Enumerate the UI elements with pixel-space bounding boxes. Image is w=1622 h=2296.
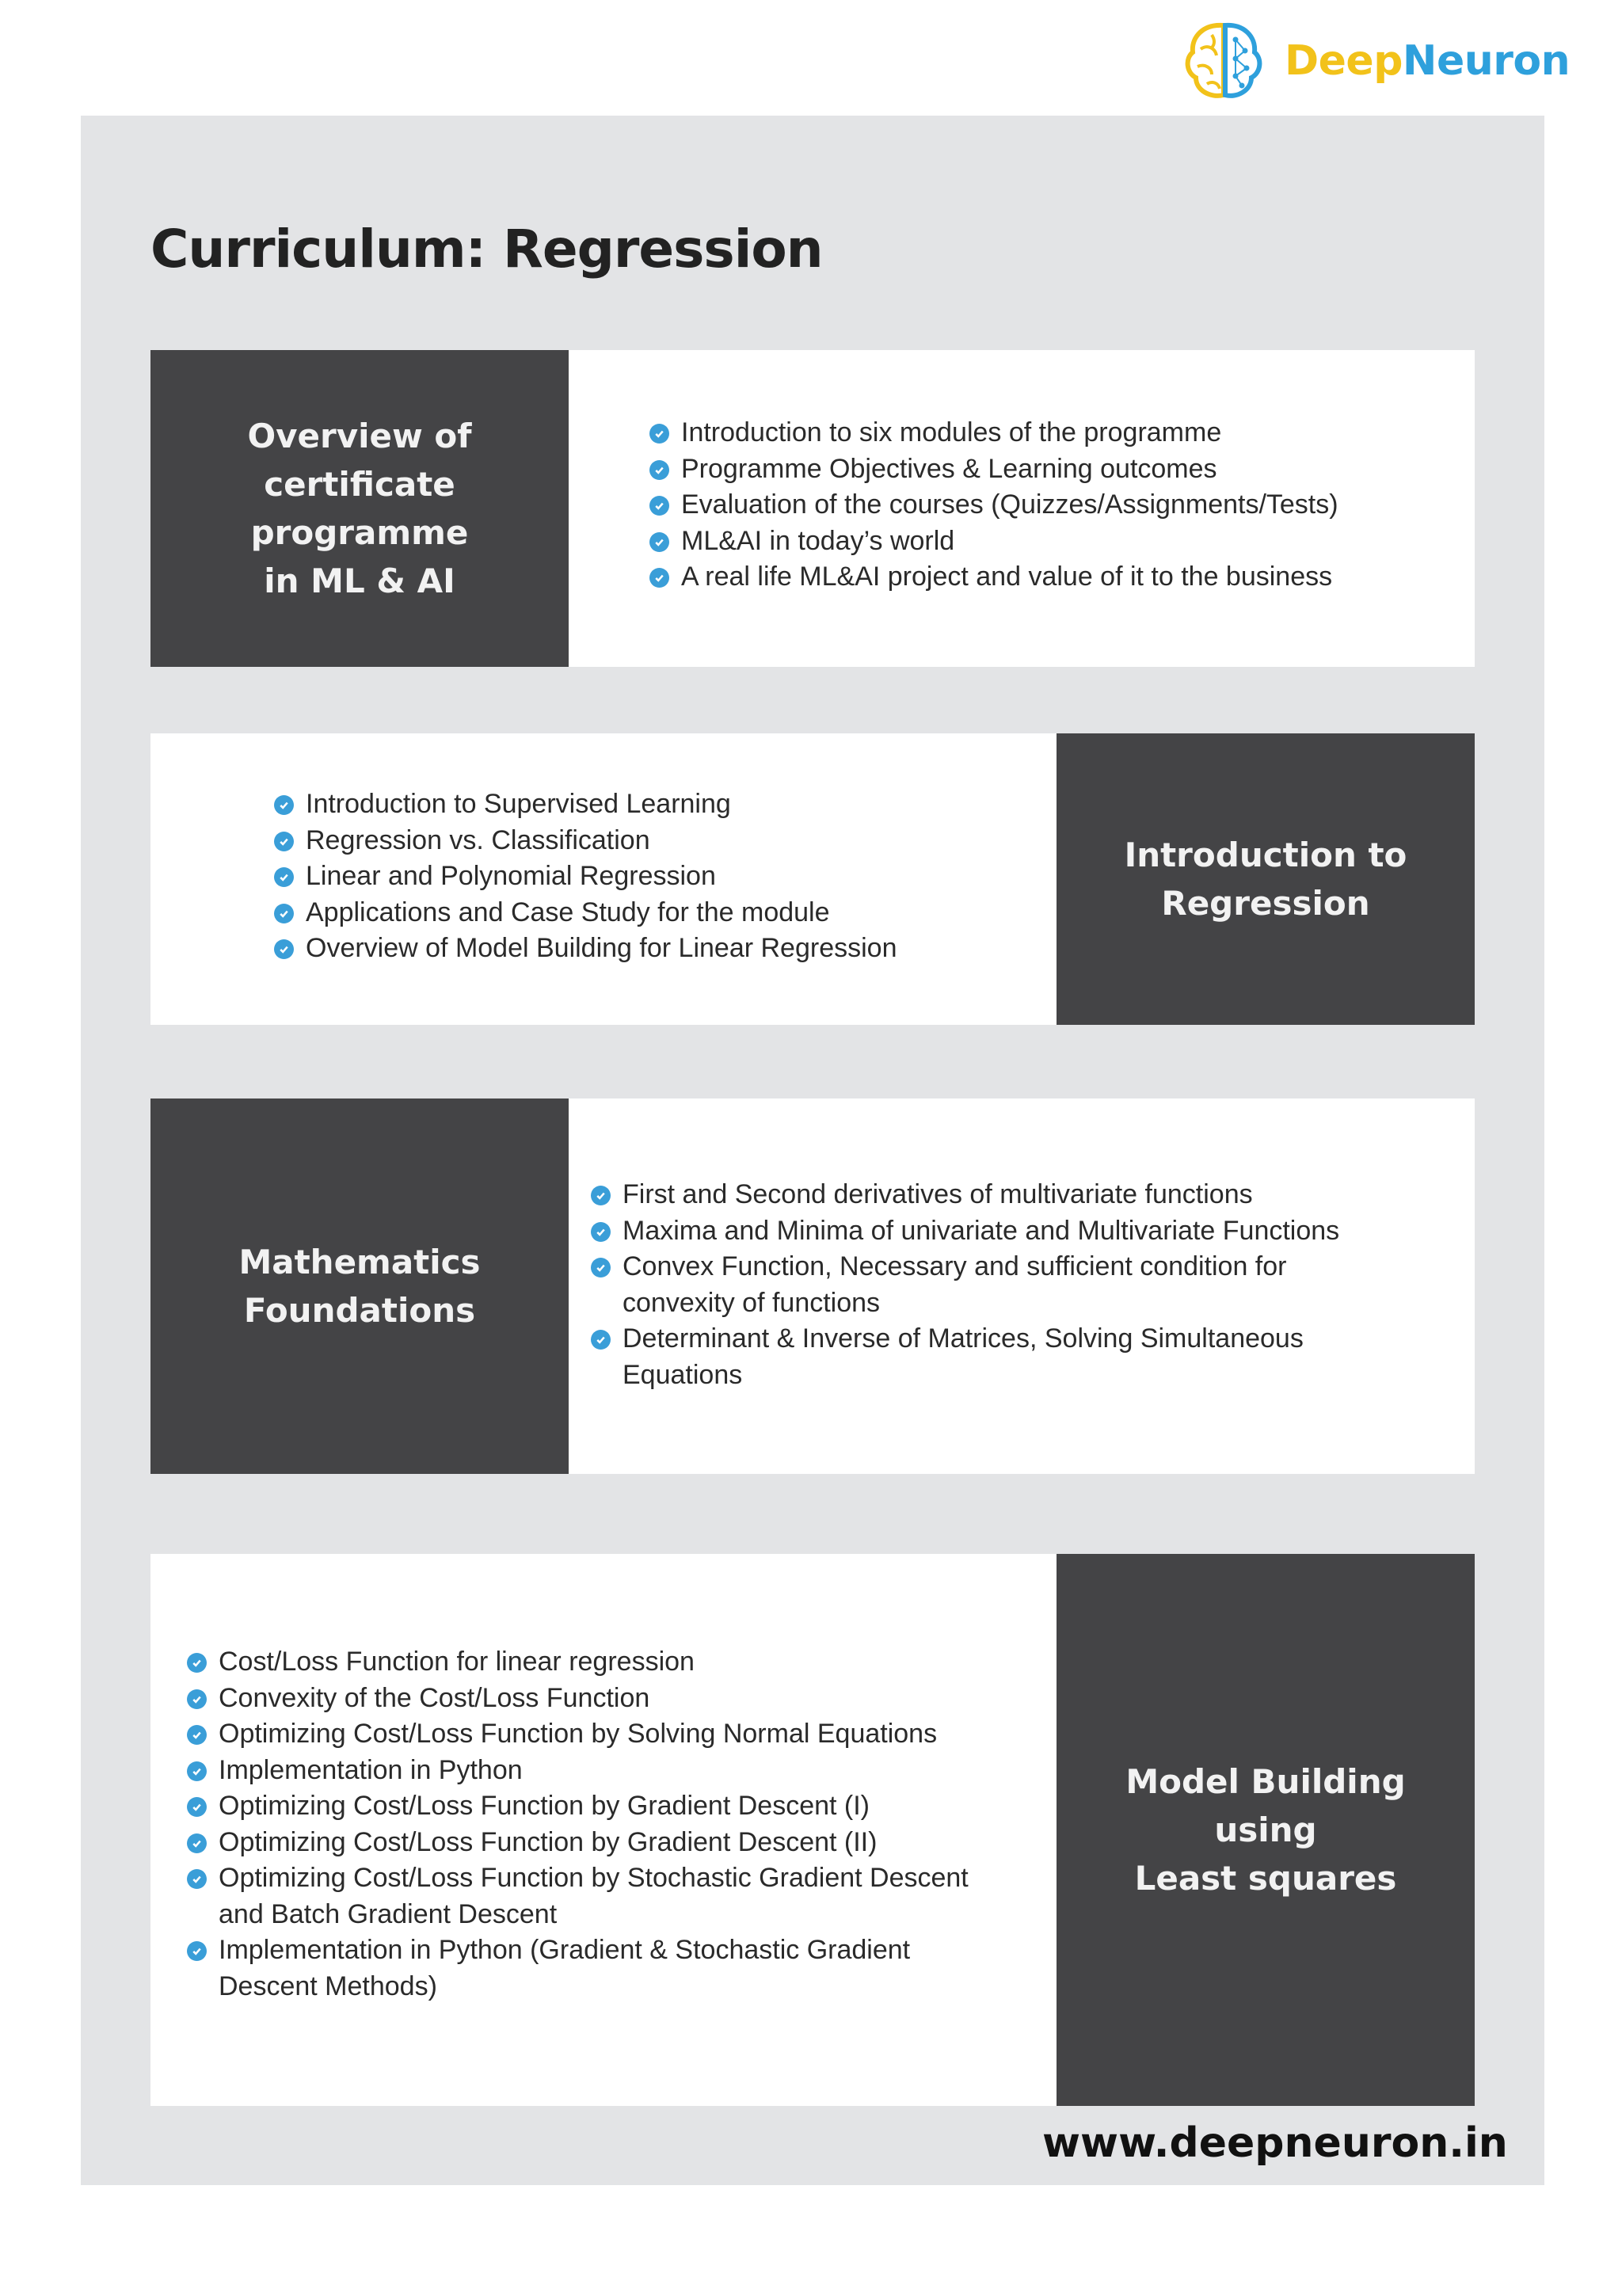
- topic-text: A real life ML&AI project and value of it to the business: [681, 562, 1333, 592]
- check-circle-icon: [274, 867, 294, 887]
- topic-item: [187, 1716, 1003, 1753]
- check-circle-icon: [649, 568, 669, 588]
- topic-text: Introduction to Supervised Learning: [306, 789, 731, 819]
- topic-text: Optimizing Cost/Loss Function by Gradient Descent (II): [219, 1826, 878, 1857]
- topic-item: [649, 524, 1441, 560]
- check-circle-icon: [274, 939, 294, 959]
- check-circle-icon: [274, 904, 294, 923]
- topic-text: Maxima and Minima of univariate and Multivariate Functions: [623, 1215, 1340, 1246]
- topic-item: [274, 823, 1066, 859]
- topic-text: Overview of Model Building for Linear Regression: [306, 933, 897, 963]
- topic-item: [591, 1213, 1391, 1250]
- topic-list: [649, 415, 1441, 596]
- topic-item: [274, 895, 1066, 931]
- check-circle-icon: [187, 1941, 207, 1961]
- module-label-line: programme: [250, 513, 469, 552]
- topic-item: [187, 1825, 1003, 1861]
- topic-text: Convex Function, Necessary and sufficient condition for convexity of functions: [623, 1251, 1287, 1318]
- module-label-box: [1057, 1554, 1475, 2106]
- topic-text: Implementation in Python: [219, 1754, 523, 1785]
- topic-list: [274, 786, 1066, 967]
- module-label-line: certificate: [264, 465, 455, 504]
- check-circle-icon: [274, 832, 294, 851]
- topic-text: Optimizing Cost/Loss Function by Gradient Descent (I): [219, 1791, 870, 1821]
- topic-item: [187, 1644, 1003, 1681]
- module-model-building: [150, 1554, 1475, 2106]
- module-label-box: [1057, 733, 1475, 1025]
- module-math-foundations: [150, 1099, 1475, 1474]
- check-circle-icon: [187, 1869, 207, 1889]
- topic-text: ML&AI in today’s world: [681, 525, 955, 556]
- module-label-line: Regression: [1161, 884, 1370, 923]
- topic-text: Cost/Loss Function for linear regression: [219, 1647, 695, 1677]
- topic-item: [591, 1249, 1391, 1321]
- topic-item: [187, 1788, 1003, 1825]
- topic-item: [649, 487, 1441, 524]
- check-circle-icon: [187, 1833, 207, 1853]
- topic-text: Regression vs. Classification: [306, 824, 650, 855]
- topic-text: Evaluation of the courses (Quizzes/Assignments/Tests): [681, 489, 1338, 520]
- check-circle-icon: [274, 795, 294, 815]
- brand-logo: [1180, 17, 1570, 105]
- check-circle-icon: [591, 1222, 611, 1242]
- check-circle-icon: [187, 1653, 207, 1673]
- check-circle-icon: [591, 1330, 611, 1350]
- module-label-line: Foundations: [243, 1291, 476, 1330]
- topic-text: Determinant & Inverse of Matrices, Solving Simultaneous Equations: [623, 1323, 1304, 1390]
- brand-name-part2: Neuron: [1402, 37, 1571, 85]
- check-circle-icon: [649, 460, 669, 480]
- brain-logo-icon: [1180, 17, 1267, 105]
- topic-text: Introduction to six modules of the programme: [681, 417, 1222, 447]
- module-intro-regression: [150, 733, 1475, 1025]
- topic-text: Programme Objectives & Learning outcomes: [681, 453, 1217, 484]
- topic-item: [274, 786, 1066, 823]
- check-circle-icon: [649, 424, 669, 444]
- module-label-line: Overview of: [247, 417, 472, 455]
- check-circle-icon: [187, 1797, 207, 1817]
- check-circle-icon: [187, 1725, 207, 1745]
- module-label-box: [150, 1099, 569, 1474]
- website-url[interactable]: www.deepneuron.in: [1042, 2119, 1508, 2167]
- topic-item: [187, 1860, 1003, 1932]
- topic-text: Applications and Case Study for the module: [306, 897, 830, 927]
- module-label-box: [150, 350, 569, 667]
- topic-list: [187, 1644, 1003, 2005]
- module-label-line: using: [1214, 1811, 1317, 1849]
- module-label-line: Mathematics: [238, 1243, 481, 1281]
- check-circle-icon: [591, 1258, 611, 1277]
- topic-item: [649, 415, 1441, 451]
- topic-item: [649, 451, 1441, 488]
- check-circle-icon: [187, 1761, 207, 1781]
- topic-text: Implementation in Python (Gradient & Stochastic Gradient Descent Methods): [219, 1935, 911, 2001]
- topic-item: [187, 1681, 1003, 1717]
- topic-text: Convexity of the Cost/Loss Function: [219, 1682, 650, 1713]
- topic-list: [591, 1177, 1391, 1393]
- module-label-line: Introduction to: [1124, 836, 1407, 874]
- module-label-line: Model Building: [1125, 1762, 1406, 1801]
- check-circle-icon: [591, 1186, 611, 1205]
- topic-text: Optimizing Cost/Loss Function by Solving Normal Equations: [219, 1719, 938, 1749]
- brand-name-part1: Deep: [1285, 37, 1403, 85]
- check-circle-icon: [649, 496, 669, 516]
- topic-text: Linear and Polynomial Regression: [306, 861, 716, 891]
- module-label-line: in ML & AI: [264, 562, 455, 600]
- module-overview: [150, 350, 1475, 667]
- module-label-line: Least squares: [1134, 1859, 1397, 1898]
- topic-item: [187, 1932, 1003, 2005]
- topic-item: [274, 859, 1066, 895]
- check-circle-icon: [649, 532, 669, 552]
- page-title: Curriculum: Regression: [150, 219, 823, 280]
- topic-text: First and Second derivatives of multivariate functions: [623, 1179, 1253, 1209]
- check-circle-icon: [187, 1689, 207, 1709]
- topic-item: [187, 1753, 1003, 1789]
- brand-name: [1285, 37, 1570, 85]
- topic-item: [274, 931, 1066, 967]
- topic-text: Optimizing Cost/Loss Function by Stochastic Gradient Descent and Batch Gradient Descent: [219, 1863, 969, 1929]
- topic-item: [591, 1321, 1391, 1393]
- topic-item: [591, 1177, 1391, 1213]
- topic-item: [649, 559, 1441, 596]
